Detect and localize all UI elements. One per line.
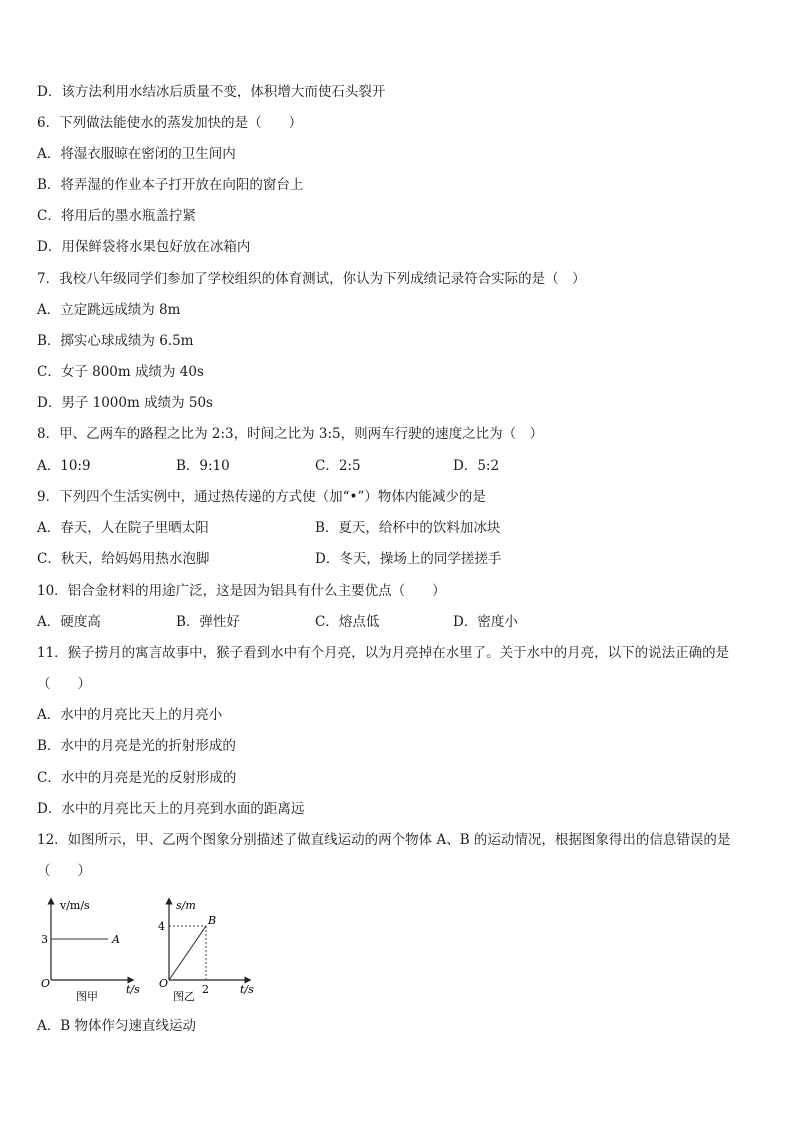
graph-yi-x-axis-label: t/s xyxy=(240,983,254,996)
question-12-blank: （ ） xyxy=(37,863,91,879)
q9-option-d: D．冬天，操场上的同学搓搓手 xyxy=(315,551,502,567)
q9-option-c: C．秋天，给妈妈用热水泡脚 xyxy=(37,551,210,567)
question-12: 12．如图所示，甲、乙两个图象分别描述了做直线运动的两个物体 A、B 的运动情况，根据图象得出的信息错误的是 xyxy=(37,832,731,848)
question-9: 9．下列四个生活实例中，通过热传递的方式使（加“•”）物体内能减少的是 xyxy=(37,489,486,505)
motion-graphs xyxy=(40,893,260,1008)
question-7: 7．我校八年级同学们参加了学校组织的体育测试，你认为下列成绩记录符合实际的是（ ） xyxy=(37,271,586,287)
graph-jia-y-axis-label: v/m/s xyxy=(60,899,90,912)
question-11-blank: （ ） xyxy=(37,676,91,692)
q6-option-b: B．将弄湿的作业本子打开放在向阳的窗台上 xyxy=(37,177,304,193)
q6-option-c: C．将用后的墨水瓶盖拧紧 xyxy=(37,208,196,224)
q10-option-a: A．硬度高 xyxy=(37,614,101,630)
q11-option-c: C．水中的月亮是光的反射形成的 xyxy=(37,770,237,786)
q11-option-d: D．水中的月亮比天上的月亮到水面的距离远 xyxy=(37,801,305,817)
graph-jia-line-label-a: A xyxy=(112,933,120,946)
graph-yi-y-tick-4: 4 xyxy=(158,920,165,933)
graph-yi xyxy=(156,893,268,1008)
q9-option-a: A．春天，人在院子里晒太阳 xyxy=(37,520,209,536)
q10-option-d: D．密度小 xyxy=(453,614,518,630)
graph-yi-caption: 图乙 xyxy=(173,990,195,1003)
q7-option-c: C．女子 800m 成绩为 40s xyxy=(37,364,204,380)
graph-yi-point-label-b: B xyxy=(208,914,217,927)
graph-yi-x-tick-2: 2 xyxy=(202,983,209,996)
q6-option-d: D．用保鲜袋将水果包好放在冰箱内 xyxy=(37,239,251,255)
graph-yi-distance-line-b xyxy=(169,926,206,980)
graph-jia-x-axis-label: t/s xyxy=(126,983,140,996)
question-10: 10．铝合金材料的用途广泛，这是因为铝具有什么主要优点（ ） xyxy=(37,583,446,599)
q7-option-b: B．掷实心球成绩为 6.5m xyxy=(37,333,194,349)
graph-jia-caption: 图甲 xyxy=(76,990,98,1003)
q7-option-d: D．男子 1000m 成绩为 50s xyxy=(37,395,213,411)
q11-option-b: B．水中的月亮是光的折射形成的 xyxy=(37,738,236,754)
line-q5-option-d: D．该方法利用水结冰后质量不变，体积增大而使石头裂开 xyxy=(37,84,386,100)
q6-option-a: A．将湿衣服晾在密闭的卫生间内 xyxy=(37,146,236,162)
q11-option-a: A．水中的月亮比天上的月亮小 xyxy=(37,707,223,723)
question-6: 6．下列做法能使水的蒸发加快的是（ ） xyxy=(37,115,303,131)
q10-option-b: B．弹性好 xyxy=(176,614,240,630)
question-11: 11．猴子捞月的寓言故事中，猴子看到水中有个月亮，以为月亮掉在水里了。关于水中的月亮，以下的说法正确的是 xyxy=(37,645,730,661)
q7-option-a: A．立定跳远成绩为 8m xyxy=(37,302,181,318)
graph-jia xyxy=(40,893,150,1008)
q10-option-c: C．熔点低 xyxy=(315,614,380,630)
q12-option-a: A．B 物体作匀速直线运动 xyxy=(37,1018,196,1034)
q9-option-b: B．夏天，给杯中的饮料加冰块 xyxy=(315,520,501,536)
graph-jia-origin: O xyxy=(41,977,51,990)
q8-option-c: C．2:5 xyxy=(315,458,361,474)
question-8: 8．甲、乙两车的路程之比为 2:3，时间之比为 3:5，则两车行驶的速度之比为（ ） xyxy=(37,426,544,442)
q8-option-b: B．9:10 xyxy=(176,458,230,474)
graph-jia-y-tick-3: 3 xyxy=(41,933,48,946)
q8-option-d: D．5:2 xyxy=(453,458,500,474)
graph-yi-y-axis-label: s/m xyxy=(176,899,196,912)
graph-yi-origin: O xyxy=(159,977,169,990)
q8-option-a: A．10:9 xyxy=(37,458,91,474)
